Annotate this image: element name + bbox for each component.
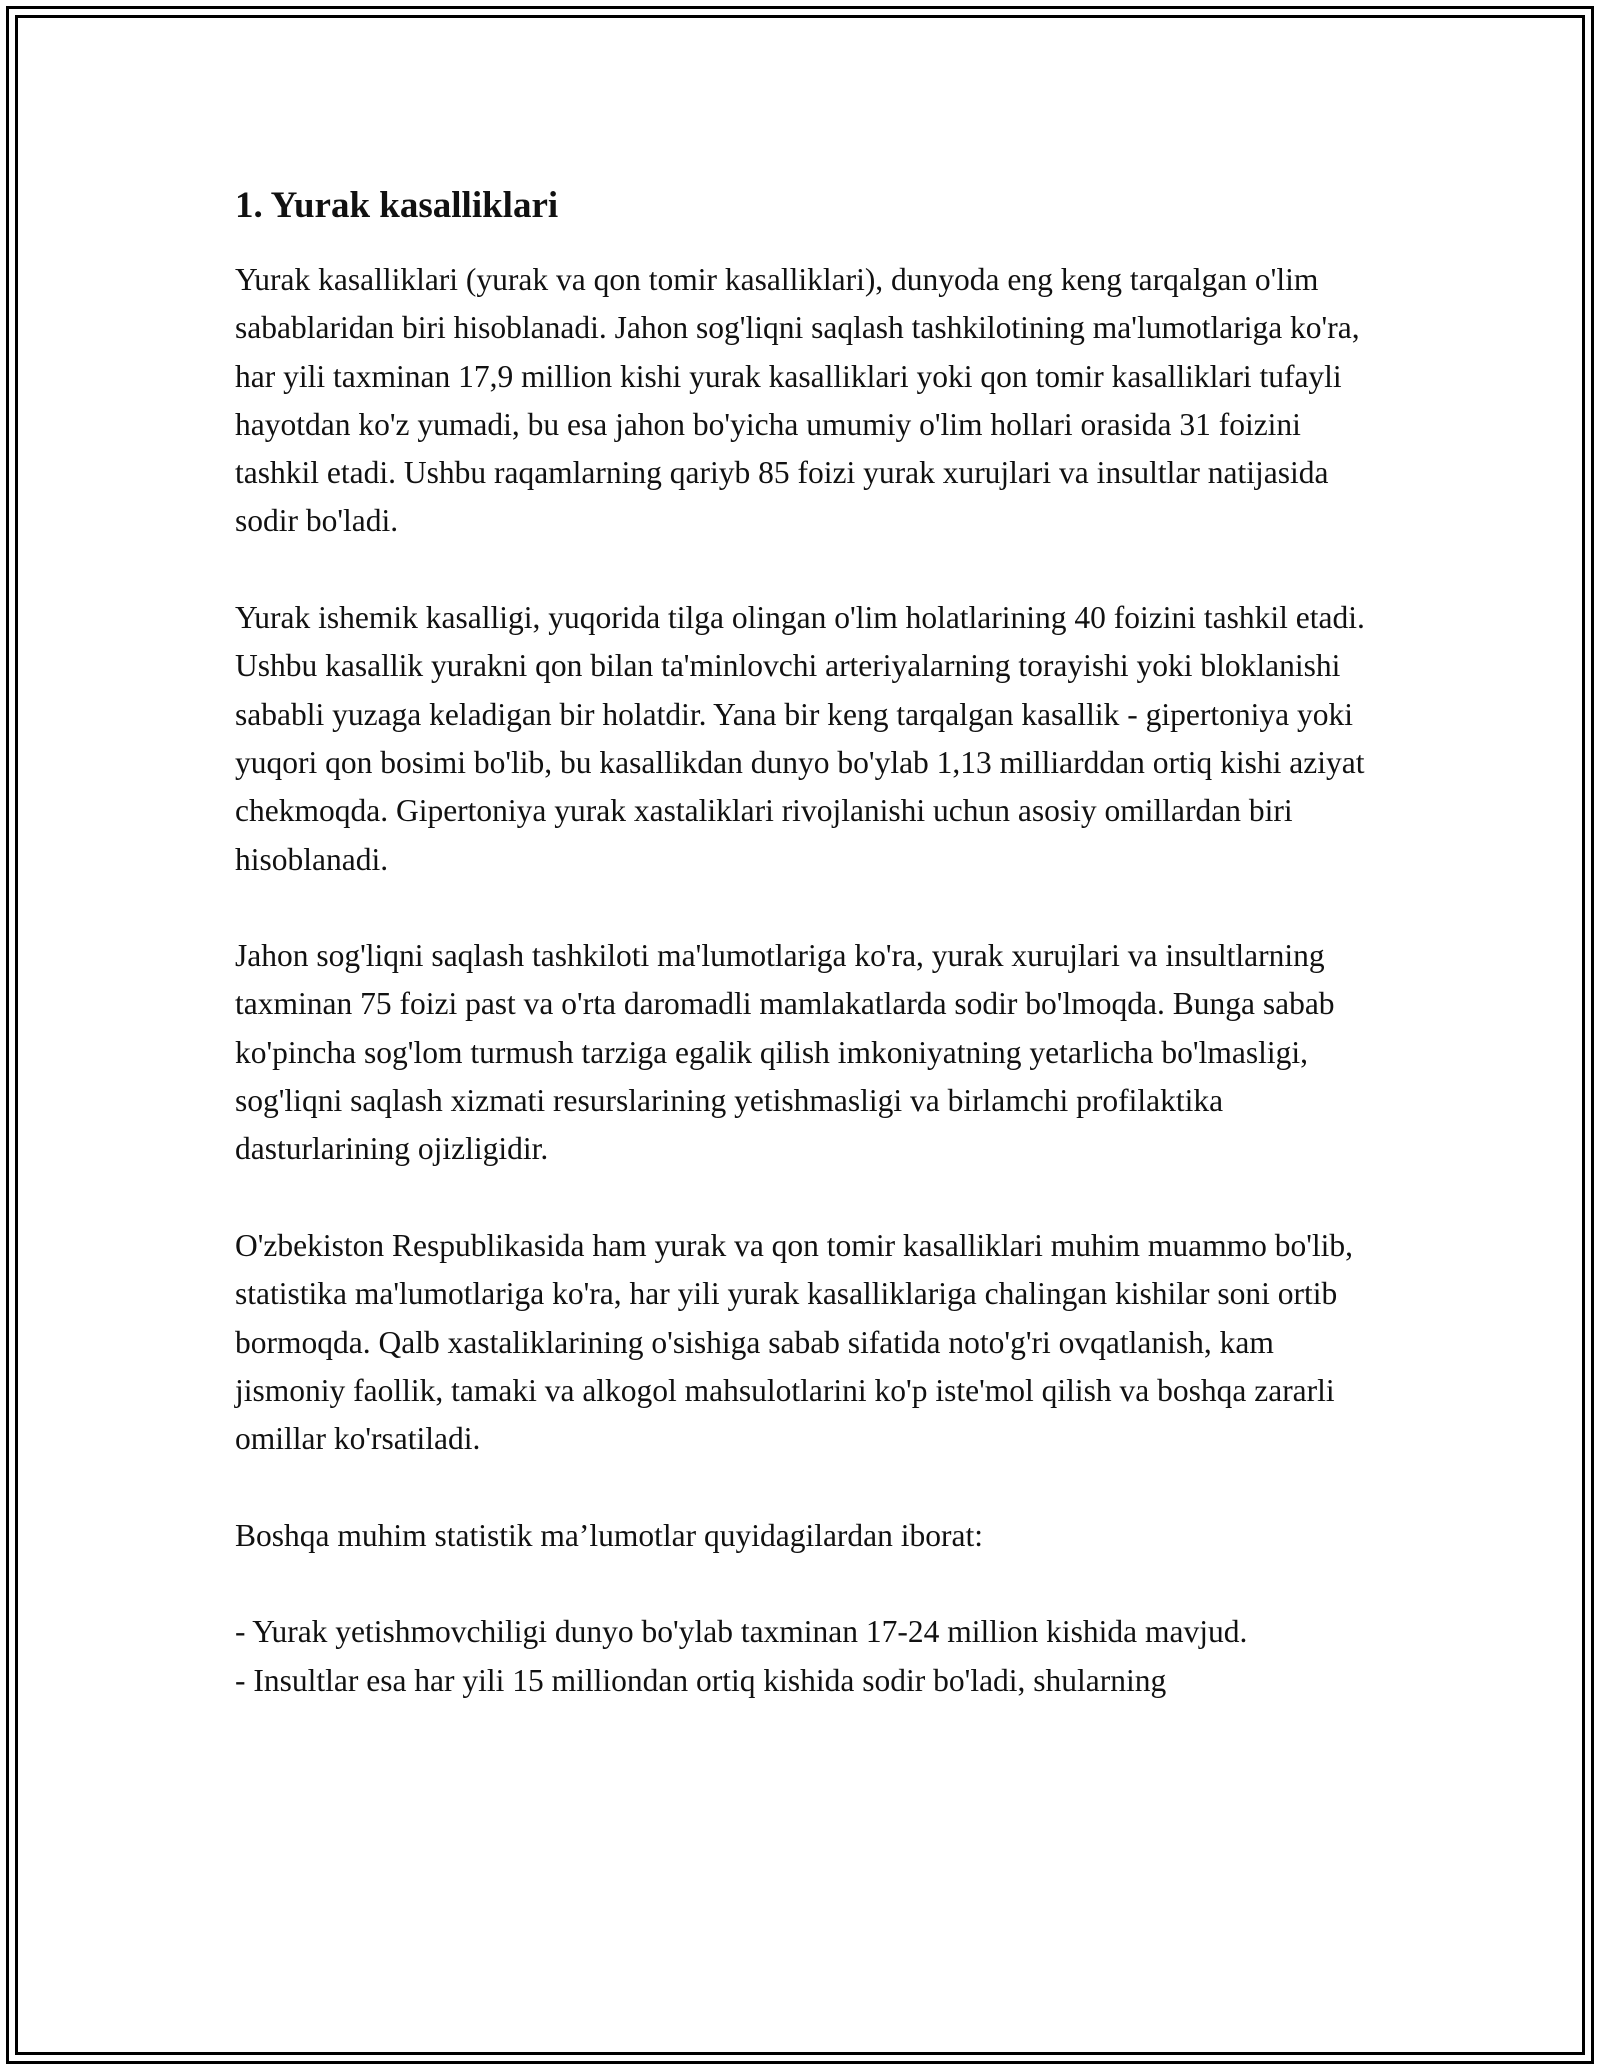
- document-body: [235, 182, 1375, 1705]
- list-item: - Yurak yetishmovchiligi dunyo bo'ylab taxminan 17-24 million kishida mavjud.: [235, 1614, 1248, 1650]
- paragraph-2: Yurak ishemik kasalligi, yuqorida tilga olingan o'lim holatlarining 40 foizini tashkil etadi. Ushbu kasallik yurakni qon bilan ta'minlovchi arteriyalarning torayishi yoki bloklanishi sababli yuzaga keladigan bir holatdir. Yana bir keng tarqalgan kasallik - gipertoniya yoki yuqori qon bosimi bo'lib, bu kasallikdan dunyo bo'ylab 1,13 milliarddan ortiq kishi aziyat chekmoqda. Gipertoniya yurak xastaliklari rivojlanishi uchun asosiy omillardan biri hisoblanadi.: [235, 600, 1365, 877]
- paragraph-3: Jahon sog'liqni saqlash tashkiloti ma'lumotlariga ko'ra, yurak xurujlari va insultlarning taxminan 75 foizi past va o'rta daromadli mamlakatlarda sodir bo'lmoqda. Bunga sabab ko'pincha sog'lom turmush tarziga egalik qilish imkoniyatning yetarlicha bo'lmasligi, sog'liqni saqlash xizmati resurslarining yetishmasligi va birlamchi profilaktika dasturlarining ojizligidir.: [235, 938, 1335, 1167]
- paragraph-1: Yurak kasalliklari (yurak va qon tomir kasalliklari), dunyoda eng keng tarqalgan o'lim sabablaridan biri hisoblanadi. Jahon sog'liqni saqlash tashkilotining ma'lumotlariga ko'ra, har yili taxminan 17,9 million kishi yurak kasalliklari yoki qon tomir kasalliklari tufayli hayotdan ko'z yumadi, bu esa jahon bo'yicha umumiy o'lim hollari orasida 31 foizini tashkil etadi. Ushbu raqamlarning qariyb 85 foizi yurak xurujlari va insultlar natijasida sodir bo'ladi.: [235, 262, 1360, 539]
- paragraph-4: O'zbekiston Respublikasida ham yurak va qon tomir kasalliklari muhim muammo bo'lib, statistika ma'lumotlariga ko'ra, har yili yurak kasalliklariga chalingan kishilar soni ortib bormoqda. Qalb xastaliklarining o'sishiga sabab sifatida noto'g'ri ovqatlanish, kam jismoniy faollik, tamaki va alkogol mahsulotlarini ko'p iste'mol qilish va boshqa zararli omillar ko'rsatiladi.: [235, 1227, 1354, 1457]
- list-item: - Insultlar esa har yili 15 milliondan ortiq kishida sodir bo'ladi, shularning: [235, 1662, 1167, 1698]
- section-heading: 1. Yurak kasalliklari: [235, 185, 559, 226]
- bullet-list: [235, 1608, 1375, 1705]
- paragraph-5: Boshqa muhim statistik ma’lumotlar quyidagilardan iborat:: [235, 1517, 984, 1553]
